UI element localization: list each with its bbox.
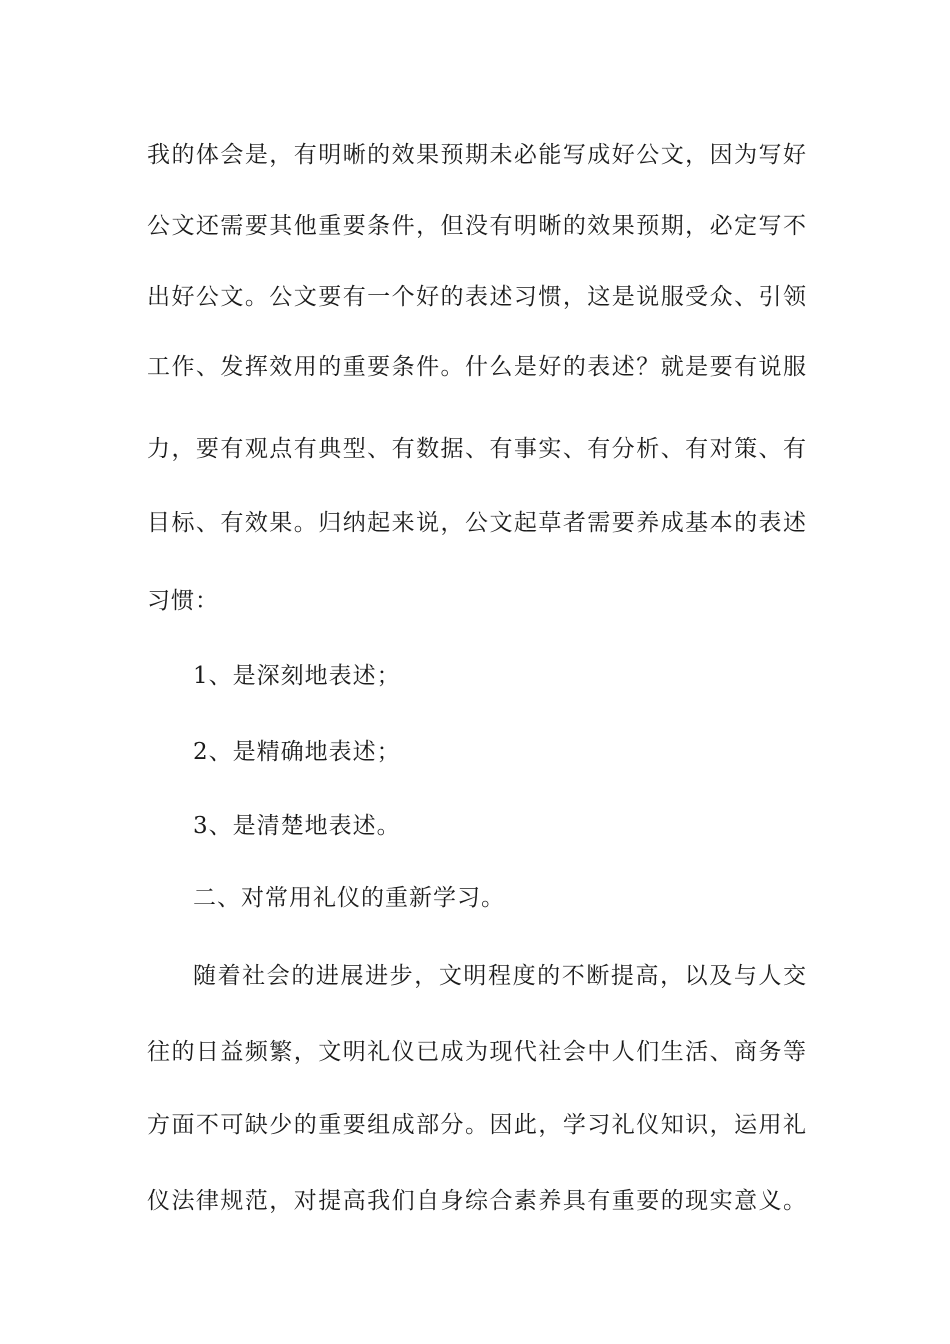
paragraph-line: 仪法律规范，对提高我们自身综合素养具有重要的现实意义。: [147, 1188, 807, 1214]
paragraph-line: 公文还需要其他重要条件，但没有明晰的效果预期，必定写不: [147, 213, 807, 239]
list-item: 1、是深刻地表述；: [193, 663, 401, 689]
paragraph-line: 方面不可缺少的重要组成部分。因此，学习礼仪知识，运用礼: [147, 1112, 807, 1138]
paragraph-line: 习惯：: [147, 588, 219, 614]
paragraph-line: 工作、发挥效用的重要条件。什么是好的表述？就是要有说服: [147, 354, 807, 380]
paragraph-line: 往的日益频繁，文明礼仪已成为现代社会中人们生活、商务等: [147, 1039, 807, 1065]
section-heading: 二、对常用礼仪的重新学习。: [193, 885, 505, 911]
paragraph-line: 出好公文。公文要有一个好的表述习惯，这是说服受众、引领: [147, 284, 807, 310]
paragraph-line: 随着社会的进展进步，文明程度的不断提高，以及与人交: [193, 963, 807, 989]
paragraph-line: 力，要有观点有典型、有数据、有事实、有分析、有对策、有: [147, 436, 807, 462]
list-item: 2、是精确地表述；: [193, 739, 401, 765]
paragraph-line: 目标、有效果。归纳起来说，公文起草者需要养成基本的表述: [147, 510, 807, 536]
paragraph-line: 我的体会是，有明晰的效果预期未必能写成好公文，因为写好: [147, 142, 807, 168]
list-item: 3、是清楚地表述。: [193, 813, 401, 839]
